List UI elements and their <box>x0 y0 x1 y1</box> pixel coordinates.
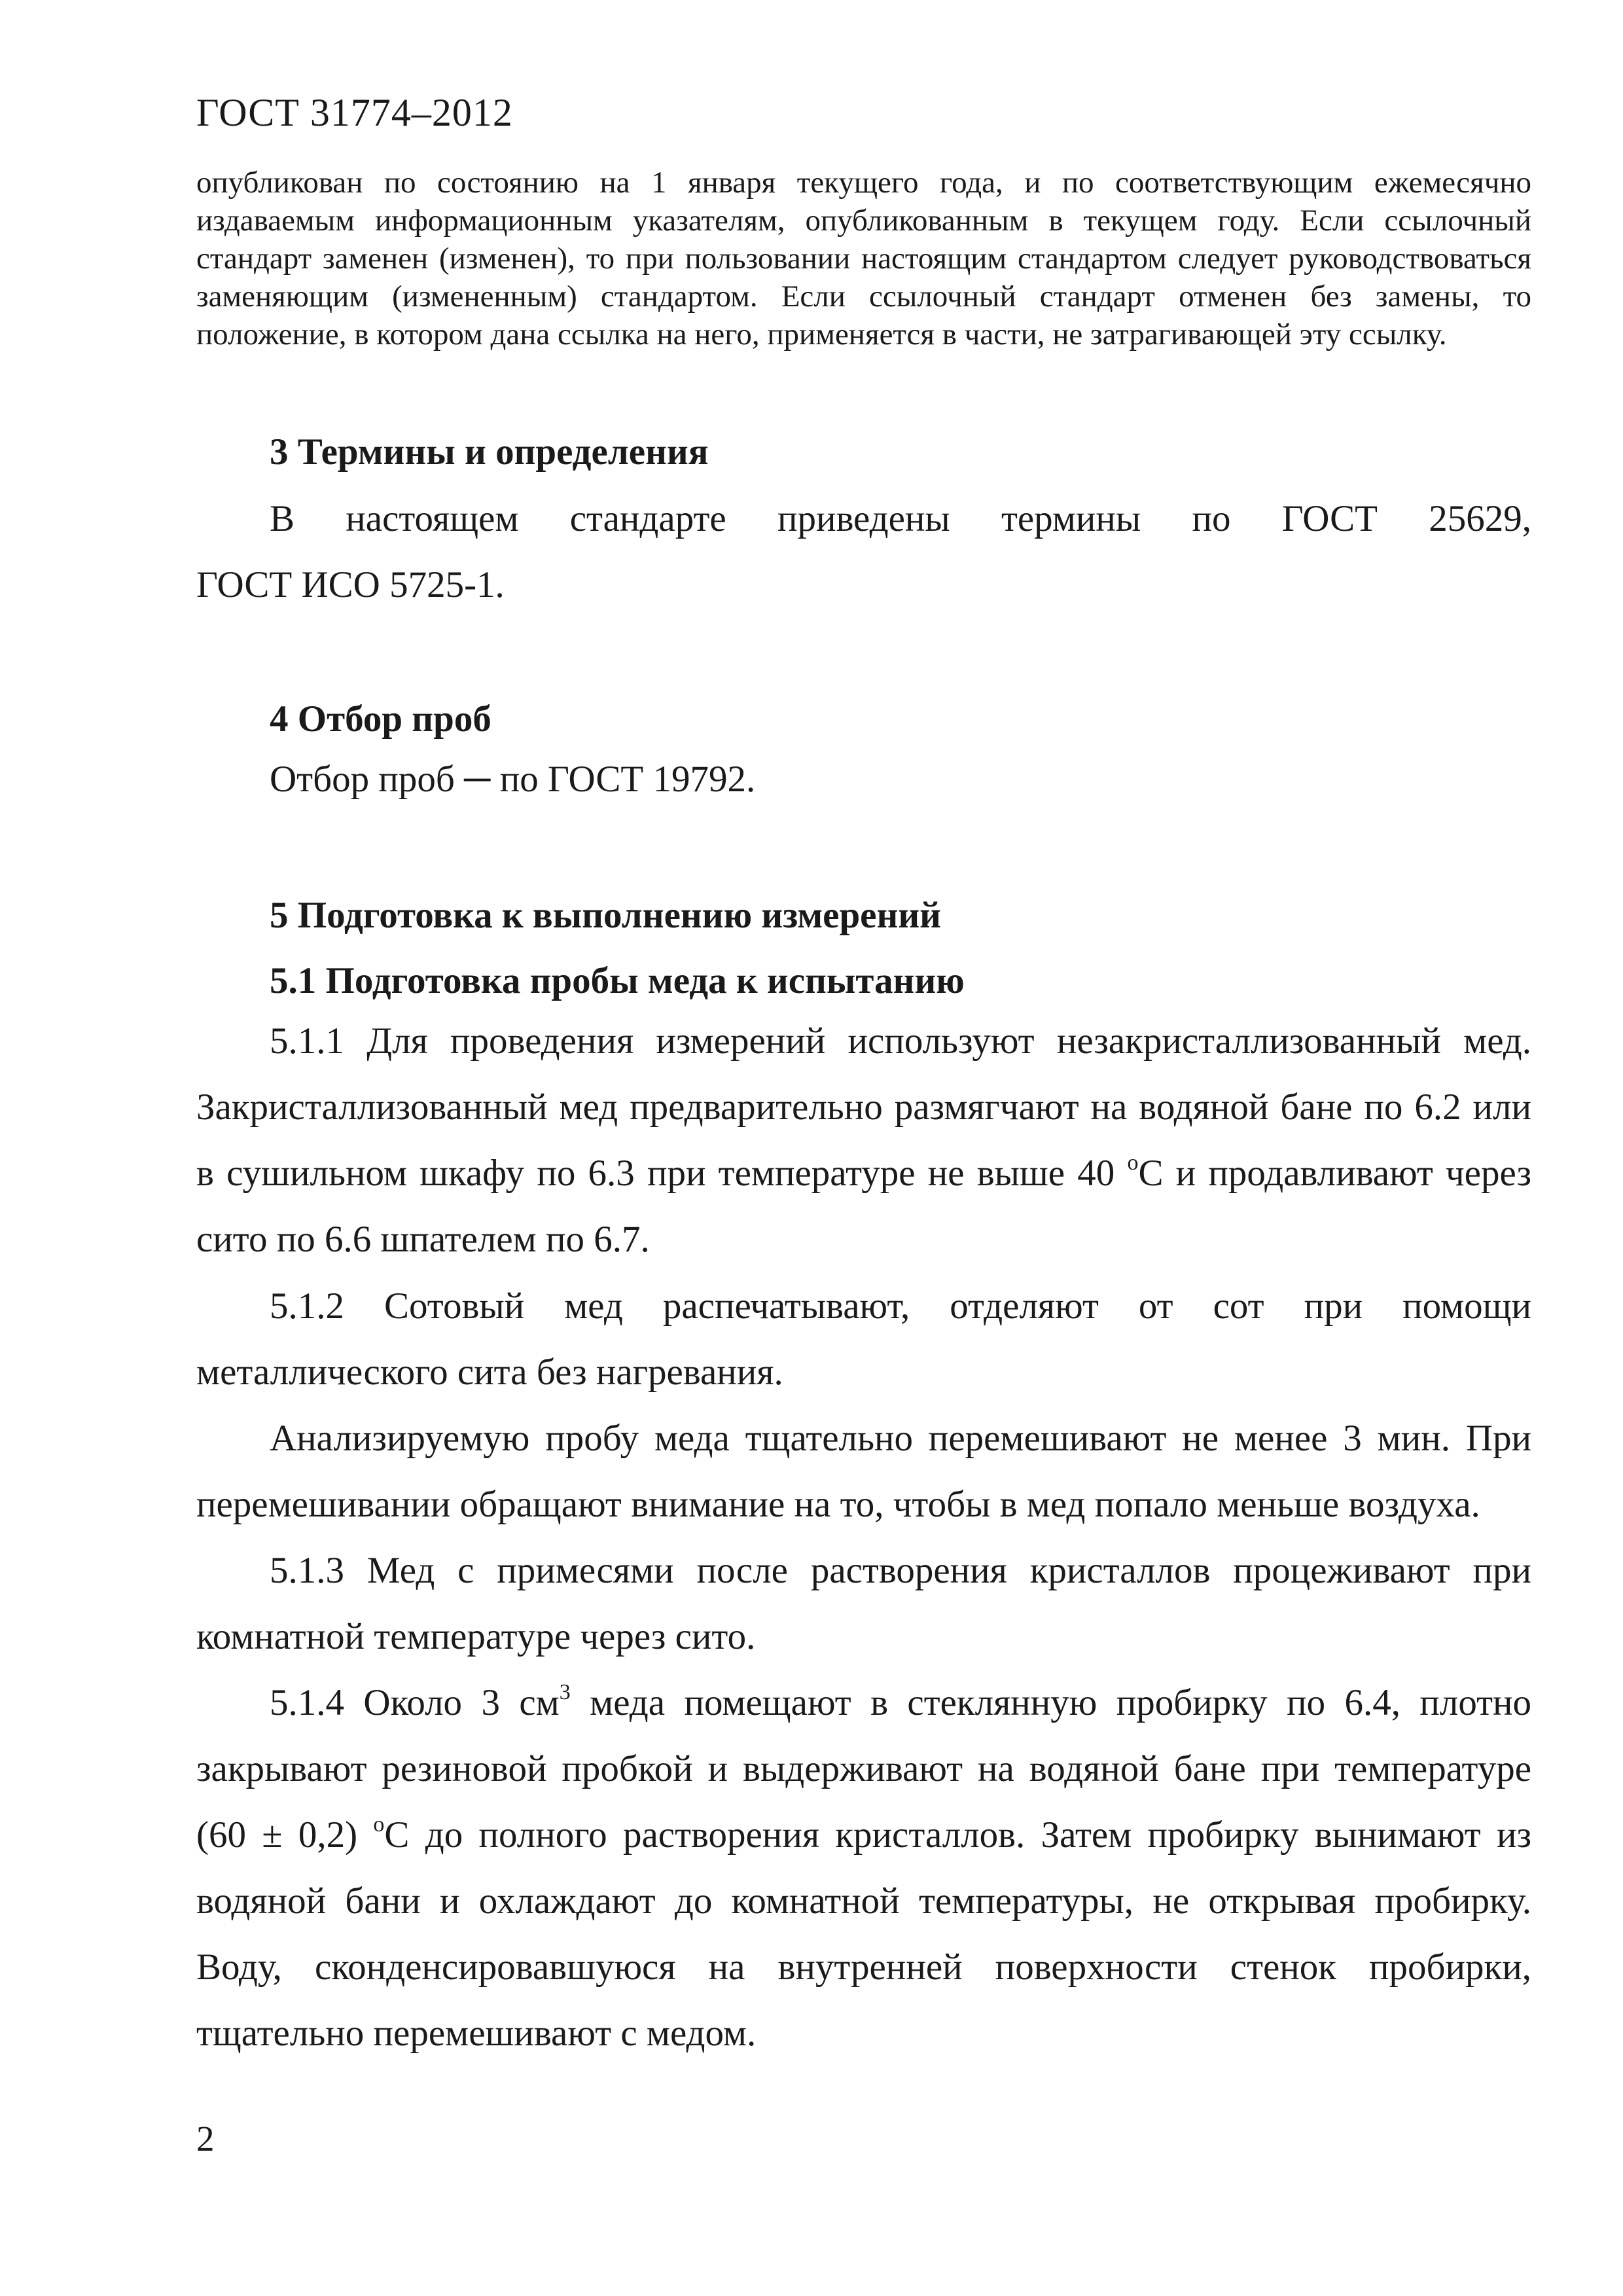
word: 25629, <box>1429 498 1531 539</box>
paragraph-5-1-4-part-1: 5.1.4 Около 3 см <box>270 1682 560 1723</box>
page-number: 2 <box>196 2119 215 2159</box>
cubic-mark: 3 <box>559 1680 571 1705</box>
paragraph-5-1-2: 5.1.2 Сотовый мед распечатывают, отделяют от сот при помощи металлического сита без нагревания. <box>196 1285 1531 1393</box>
paragraph-5-1-2-continued: Анализируемую пробу меда тщательно перемешивают не менее 3 мин. При перемешивании обращают внимание на то, чтобы в мед попало меньше воздуха. <box>196 1418 1531 1525</box>
word: стандарте <box>569 498 726 539</box>
paragraph-5-1-1-part-2: С и продавливают через сито по 6.6 шпателем по 6.7. <box>196 1153 1531 1260</box>
paragraph-5-1-4-part-3: С до полного растворения кристаллов. Затем пробирку вынимают из водяной бани и охлаждают до комнатной температуры, не открывая пробирку. Воду, сконденсировавшуюся на внутренней поверхности стенок пробирки, тщательно перемешивают с медом. <box>196 1814 1531 2054</box>
word: ГОСТ <box>1281 498 1378 539</box>
paragraph-5-1-3: 5.1.3 Мед с примесями после растворения кристаллов процеживают при комнатной температуре через сито. <box>196 1550 1531 1657</box>
word: В <box>270 498 295 539</box>
page-header-standard-id: ГОСТ 31774–2012 <box>196 91 513 134</box>
paragraph-5-1-1 <box>196 1008 1531 1272</box>
intro-paragraph: опубликован по состоянию на 1 января текущего года, и по соответствующим ежемесячно издаваемым информационным указателям, опубликованным в текущем году. Если ссылочный стандарт заменен (изменен), то при пользовании настоящим стандартом следует руководствоваться заменяющим (измененным) стандартом. Если ссылочный стандарт отменен без замены, то положение, в котором дана ссылка на него, применяется в части, не затрагивающей эту ссылку. <box>196 166 1531 351</box>
section-4-text: Отбор проб ─ по ГОСТ 19792. <box>270 759 756 800</box>
word: приведены <box>777 498 950 539</box>
degree-mark: o <box>1127 1151 1139 1175</box>
word: настоящем <box>346 498 519 539</box>
section-4-heading: 4 Отбор проб <box>270 698 491 740</box>
paragraph-5-1-4 <box>196 1670 1531 2066</box>
word: термины <box>1001 498 1141 539</box>
paragraph-5-1-1-part-1: 5.1.1 Для проведения измерений используют незакристаллизованный мед. Закристаллизованный мед предварительно размягчают на водяной бане по 6.2 или в сушильном шкафу по 6.3 при температуре не выше 40 <box>196 1020 1531 1194</box>
section-5-heading: 5 Подготовка к выполнению измерений <box>270 895 941 936</box>
paragraph-5-1-4-part-2: меда помещают в стеклянную пробирку по 6.4, плотно закрывают резиновой пробкой и выдерживают на водяной бане при температуре (60 ± 0,2) <box>196 1682 1532 1856</box>
degree-mark: o <box>373 1812 385 1837</box>
section-3-heading: 3 Термины и определения <box>270 431 709 473</box>
word: по <box>1192 498 1231 539</box>
section-5-1-subheading: 5.1 Подготовка пробы меда к испытанию <box>270 960 965 1001</box>
section-3-paragraph <box>196 486 1531 618</box>
section-3-line-2: ГОСТ ИСО 5725-1. <box>196 564 505 605</box>
section-3-line-1 <box>196 486 1531 552</box>
